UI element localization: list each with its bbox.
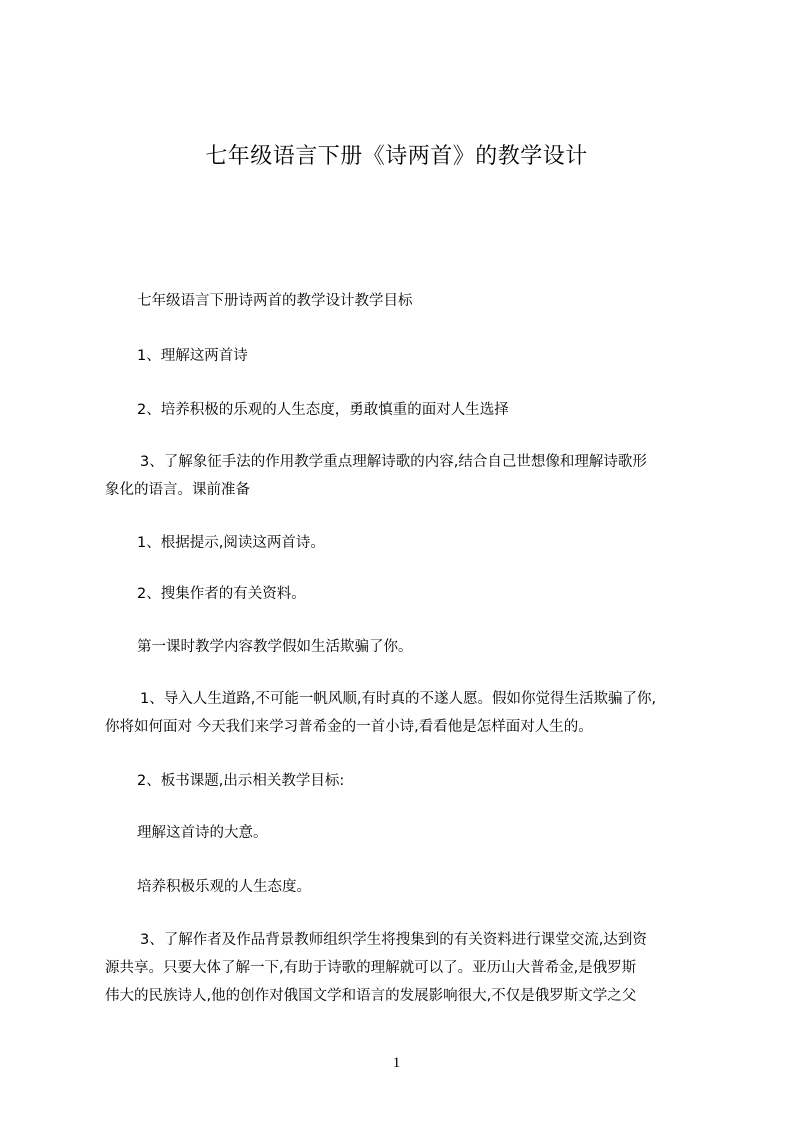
paragraph-item: 1、根据提示,阅读这两首诗。 [137,535,325,551]
paragraph-item: 2、培养积极的乐观的人生态度，勇敢慎重的面对人生选择 [137,402,509,418]
paragraph-line: 3、了解象征手法的作用教学重点理解诗歌的内容,结合自己世想像和理解诗歌形 [140,454,647,470]
paragraph-item: 第一课时教学内容教学假如生活欺骗了你。 [137,639,413,655]
paragraph-item: 2、搜集作者的有关资料。 [137,586,306,602]
paragraph-line: 你将如何面对 今天我们来学习普希金的一首小诗,看看他是怎样面对人生的。 [105,719,593,735]
document-title: 七年级语言下册《诗两首》的教学设计 [205,144,588,169]
paragraph-line: 1、导入人生道路,不可能一帆风顺,有时真的不遂人愿。假如你觉得生活欺骗了你, [140,691,657,707]
paragraph-objectives: 七年级语言下册诗两首的教学设计教学目标 [137,293,413,309]
paragraph-item: 理解这首诗的大意。 [137,825,268,841]
paragraph-item: 2、板书课题,出示相关教学目标: [137,773,345,789]
paragraph-item: 1、理解这两首诗 [137,348,248,364]
paragraph-item: 培养积极乐观的人生态度。 [137,879,311,895]
paragraph-line: 源共享。只要大体了解一下,有助于诗歌的理解就可以了。亚历山大普希金,是俄罗斯 [105,960,637,976]
paragraph-line: 伟大的民族诗人,他的创作对俄国文学和语言的发展影响很大,不仅是俄罗斯文学之父 [105,988,637,1004]
paragraph-line: 象化的语言。课前准备 [105,482,250,498]
page-number: 1 [392,1055,401,1071]
paragraph-line: 3、了解作者及作品背景教师组织学生将搜集到的有关资料进行课堂交流,达到资 [140,932,647,948]
